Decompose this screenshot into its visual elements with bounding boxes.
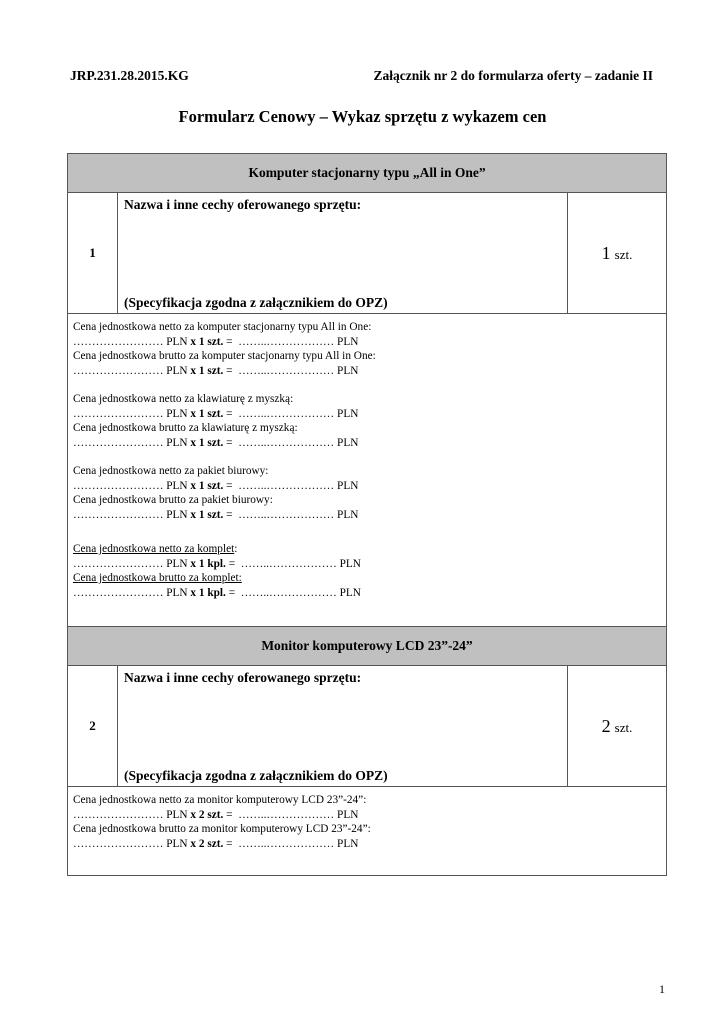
unit-price-blank[interactable]: ……………………	[73, 364, 164, 377]
section-heading-row	[68, 627, 667, 666]
price-label-line	[73, 421, 666, 436]
price-label-line	[73, 392, 666, 407]
price-label: Cena jednostkowa brutto za komputer stacjonarny typu All in One:	[73, 350, 376, 362]
unit-price-blank[interactable]: ……………………	[73, 436, 164, 449]
price-calculation-line[interactable]	[73, 808, 666, 823]
currency-label: PLN	[337, 508, 359, 521]
currency-label: PLN	[166, 436, 188, 449]
total-price-blank[interactable]: ……..………………	[240, 586, 337, 599]
multiplier: x 1 kpl.	[190, 586, 226, 599]
currency-label: PLN	[166, 364, 188, 377]
price-label-line	[73, 822, 666, 837]
equals-sign: =	[226, 808, 233, 821]
item-number: 1	[68, 193, 118, 314]
total-price-blank[interactable]: ……..………………	[238, 407, 335, 420]
price-label-line	[73, 349, 666, 364]
price-form-table	[67, 153, 667, 876]
item-description-cell[interactable]	[118, 193, 568, 314]
attachment-label: Załącznik nr 2 do formularza oferty – zadanie II	[373, 68, 653, 83]
multiplier: x 2 szt.	[190, 808, 224, 821]
price-calculation-line[interactable]	[73, 407, 666, 422]
currency-label: PLN	[339, 586, 361, 599]
prices-cell	[68, 787, 667, 876]
currency-label: PLN	[166, 557, 188, 570]
total-price-blank[interactable]: ……..………………	[240, 557, 337, 570]
price-label-line	[73, 493, 666, 508]
currency-label: PLN	[166, 508, 188, 521]
prices-row	[68, 787, 667, 876]
currency-label: PLN	[166, 586, 188, 599]
multiplier: x 1 szt.	[190, 436, 224, 449]
prices-cell	[68, 314, 667, 627]
equals-sign: =	[226, 335, 233, 348]
price-label: Cena jednostkowa brutto za komplet:	[73, 572, 242, 584]
equals-sign: =	[226, 436, 233, 449]
currency-label: PLN	[166, 407, 188, 420]
price-calculation-line[interactable]	[73, 837, 666, 852]
multiplier: x 1 kpl.	[190, 557, 226, 570]
section-heading: Monitor komputerowy LCD 23”-24”	[68, 627, 667, 666]
item-quantity	[568, 666, 667, 787]
page-number: 1	[659, 982, 665, 996]
total-price-blank[interactable]: ……..………………	[238, 335, 335, 348]
item-spec-label: (Specyfikacja zgodna z załącznikiem do OPZ)	[124, 295, 388, 310]
price-group	[73, 320, 666, 378]
page-title: Formularz Cenowy – Wykaz sprzętu z wykazem cen	[178, 107, 547, 126]
currency-label: PLN	[339, 557, 361, 570]
price-calculation-line[interactable]	[73, 508, 666, 523]
multiplier: x 2 szt.	[190, 837, 224, 850]
unit-price-blank[interactable]: ……………………	[73, 508, 164, 521]
price-label-line	[73, 542, 666, 557]
currency-label: PLN	[166, 808, 188, 821]
item-spec-label: (Specyfikacja zgodna z załącznikiem do OPZ)	[124, 768, 388, 783]
unit-price-blank[interactable]: ……………………	[73, 335, 164, 348]
multiplier: x 1 szt.	[190, 407, 224, 420]
unit-price-blank[interactable]: ……………………	[73, 407, 164, 420]
price-label-line	[73, 464, 666, 479]
quantity-unit: szt.	[614, 246, 633, 262]
equals-sign: =	[226, 479, 233, 492]
multiplier: x 1 szt.	[190, 364, 224, 377]
price-calculation-line[interactable]	[73, 586, 666, 601]
price-group	[73, 392, 666, 450]
total-price-blank[interactable]: ……..………………	[238, 508, 335, 521]
price-label: Cena jednostkowa brutto za monitor komputerowy LCD 23”-24”:	[73, 823, 371, 835]
equals-sign: =	[228, 586, 236, 599]
currency-label: PLN	[337, 364, 359, 377]
quantity-unit: szt.	[614, 719, 633, 735]
section-heading-row	[68, 154, 667, 193]
unit-price-blank[interactable]: ……………………	[73, 557, 164, 570]
price-calculation-line[interactable]	[73, 479, 666, 494]
currency-label: PLN	[166, 837, 188, 850]
unit-price-blank[interactable]: ……………………	[73, 837, 164, 850]
price-label: Cena jednostkowa netto za komputer stacjonarny typu All in One:	[73, 321, 372, 333]
currency-label: PLN	[337, 335, 359, 348]
total-price-blank[interactable]: ……..………………	[238, 808, 335, 821]
price-group	[73, 793, 666, 851]
multiplier: x 1 szt.	[190, 479, 224, 492]
price-label: Cena jednostkowa brutto za klawiaturę z myszką:	[73, 422, 298, 434]
currency-label: PLN	[337, 436, 359, 449]
unit-price-blank[interactable]: ……………………	[73, 479, 164, 492]
price-calculation-line[interactable]	[73, 335, 666, 350]
currency-label: PLN	[166, 335, 188, 348]
currency-label: PLN	[337, 407, 359, 420]
multiplier: x 1 szt.	[190, 508, 224, 521]
item-description-cell[interactable]	[118, 666, 568, 787]
quantity-value: 2	[601, 715, 611, 736]
price-label: Cena jednostkowa netto za monitor komputerowy LCD 23”-24”:	[73, 794, 367, 806]
price-label: Cena jednostkowa netto za klawiaturę z myszką:	[73, 393, 294, 405]
item-description-label: Nazwa i inne cechy oferowanego sprzętu:	[124, 197, 362, 212]
total-price-blank[interactable]: ……..………………	[238, 436, 335, 449]
total-price-blank[interactable]: ……..………………	[238, 364, 335, 377]
price-label-line	[73, 793, 666, 808]
total-price-blank[interactable]: ……..………………	[238, 479, 335, 492]
document-reference: JRP.231.28.2015.KG	[70, 68, 189, 83]
price-calculation-line[interactable]	[73, 364, 666, 379]
total-price-blank[interactable]: ……..………………	[238, 837, 335, 850]
currency-label: PLN	[166, 479, 188, 492]
item-row	[68, 193, 667, 314]
item-row	[68, 666, 667, 787]
equals-sign: =	[226, 407, 233, 420]
price-label-suffix: :	[234, 543, 238, 555]
currency-label: PLN	[337, 808, 359, 821]
price-label: Cena jednostkowa netto za pakiet biurowy:	[73, 465, 269, 477]
currency-label: PLN	[337, 479, 359, 492]
price-label-line	[73, 571, 666, 586]
item-quantity	[568, 193, 667, 314]
multiplier: x 1 szt.	[190, 335, 224, 348]
item-description-label: Nazwa i inne cechy oferowanego sprzętu:	[124, 670, 362, 685]
equals-sign: =	[228, 557, 236, 570]
price-label: Cena jednostkowa netto za komplet	[73, 543, 235, 555]
price-label-line	[73, 320, 666, 335]
unit-price-blank[interactable]: ……………………	[73, 586, 164, 599]
price-group	[73, 464, 666, 522]
currency-label: PLN	[337, 837, 359, 850]
prices-row	[68, 314, 667, 627]
unit-price-blank[interactable]: ……………………	[73, 808, 164, 821]
quantity-value: 1	[601, 242, 611, 263]
equals-sign: =	[226, 508, 233, 521]
section-heading: Komputer stacjonarny typu „All in One”	[68, 154, 667, 193]
price-calculation-line[interactable]	[73, 436, 666, 451]
item-number: 2	[68, 666, 118, 787]
price-group	[73, 542, 666, 600]
equals-sign: =	[226, 837, 233, 850]
price-calculation-line[interactable]	[73, 557, 666, 572]
price-label: Cena jednostkowa brutto za pakiet biurowy:	[73, 494, 273, 506]
equals-sign: =	[226, 364, 233, 377]
